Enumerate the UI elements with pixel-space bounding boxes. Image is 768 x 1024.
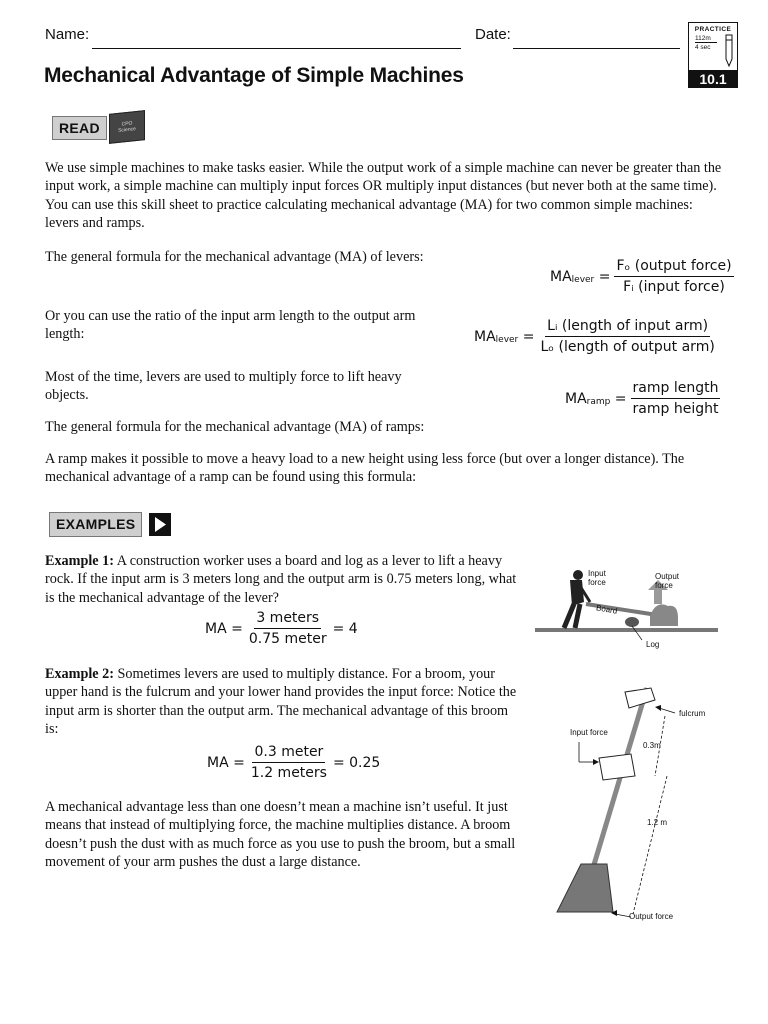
- read-label: READ: [52, 116, 107, 140]
- example1-label: Example 1:: [45, 553, 114, 569]
- pencil-icon: [724, 33, 734, 67]
- ratio-text: Or you can use the ratio of the input arm length to the output arm length:: [45, 308, 416, 343]
- play-arrow-icon: [149, 513, 171, 536]
- formula1-numerator: Fₒ (output force): [614, 258, 733, 277]
- example1-formula: [205, 610, 358, 647]
- date-field-line[interactable]: [513, 48, 680, 49]
- most-text: Most of the time, levers are used to multiply force to lift heavy objects.: [45, 369, 402, 404]
- date-label: Date:: [475, 26, 511, 43]
- levers-formula-text: The general formula for the mechanical advantage (MA) of levers:: [45, 249, 424, 265]
- lever-input-force-label: Input force: [588, 569, 606, 587]
- practice-box: [688, 22, 738, 72]
- practice-l1: 112m: [695, 35, 717, 43]
- formula2-denominator: Lₒ (length of output arm): [540, 339, 715, 355]
- broom-figure: [555, 680, 715, 925]
- example1-denominator: 0.75 meter: [248, 631, 327, 647]
- conclusion-paragraph: A mechanical advantage less than one doesn’t mean a machine isn’t useful. It just means that instead of multiplying force, the machine multiplies distance. A broom doesn’t push the dust with as much force as you use to push the broom, but a small movement of your arm pushes the dust a large distance.: [45, 799, 516, 871]
- formula-ma-lever-length: [474, 318, 717, 355]
- intro-paragraph: We use simple machines to make tasks easier. While the output work of a simple machine can never be greater than the input work, a simple machine can multiply input forces OR multiply input distances (but never both at the same time). You can use this skill sheet to practice calculating mechanical advantage (MA) for two common simple machines: levers and ramps.: [45, 160, 722, 232]
- example2-result: = 0.25: [332, 754, 381, 771]
- examples-label: EXAMPLES: [49, 512, 142, 537]
- example1-result: = 4: [332, 620, 358, 637]
- formula2-numerator: Lᵢ (length of input arm): [545, 318, 710, 337]
- book-text-1: CPO: [121, 120, 133, 128]
- lever-output-force-label: Output force: [655, 572, 680, 590]
- lever-illustration: [530, 560, 720, 660]
- formula3-numerator: ramp length: [631, 380, 721, 399]
- formula3-denominator: ramp height: [632, 401, 719, 417]
- example1-numerator: 3 meters: [254, 610, 321, 629]
- formula-ma-lever-force: [550, 258, 734, 295]
- formula-ma-ramp: [565, 380, 720, 417]
- example2-numerator: 0.3 meter: [252, 744, 325, 763]
- example1-lhs: MA =: [205, 620, 243, 637]
- ramp-paragraph: A ramp makes it possible to move a heavy load to a new height using less force (but over a longer distance). The mechanical advantage of a ramp can be found using this formula:: [45, 451, 685, 486]
- formula1-denominator: Fᵢ (input force): [623, 279, 725, 295]
- example2-denominator: 1.2 meters: [250, 765, 327, 781]
- lever-figure: [530, 560, 720, 660]
- book-icon: [109, 110, 145, 144]
- read-badge: [52, 112, 152, 142]
- example1-paragraph: [45, 552, 523, 607]
- example2-paragraph: [45, 665, 525, 739]
- practice-badge: [688, 22, 738, 88]
- name-field-line[interactable]: [92, 48, 461, 49]
- page-title: Mechanical Advantage of Simple Machines: [44, 64, 464, 87]
- formula3-lhs: MAramp =: [565, 390, 627, 407]
- practice-number: 10.1: [688, 70, 738, 88]
- formula2-lhs: MAlever =: [474, 328, 535, 345]
- broom-input-force-label: Input force: [570, 728, 608, 737]
- lever-log-label: Log: [646, 640, 660, 649]
- name-label: Name:: [45, 26, 90, 43]
- example2-text: Sometimes levers are used to multiply distance. For a broom, your upper hand is the fulcrum and your lower hand provides the input force: Notice the input arm is shorter than the output arm. The mechanical advantage of this broom is:: [45, 666, 517, 738]
- example1-text: A construction worker uses a board and log as a lever to lift a heavy rock. If the input arm is 3 meters long and the output arm is 0.75 meters long, what is the mechanical advantage of the lever?: [45, 553, 517, 606]
- ramps-formula-text: The general formula for the mechanical advantage (MA) of ramps:: [45, 419, 425, 435]
- broom-fulcrum-label: fulcrum: [679, 709, 706, 718]
- practice-label: PRACTICE: [694, 26, 732, 33]
- example2-lhs: MA =: [207, 754, 245, 771]
- broom-output-force-label: Output force: [629, 912, 674, 921]
- broom-short-arm-label: 0.3m: [643, 741, 661, 750]
- practice-l2: 4 sec: [695, 44, 711, 51]
- book-text-2: Science: [118, 126, 136, 134]
- lever-board-label: Board: [595, 603, 618, 616]
- example2-formula: [207, 744, 380, 781]
- example2-label: Example 2:: [45, 666, 114, 682]
- broom-long-arm-label: 1.2 m: [647, 818, 668, 827]
- formula1-lhs: MAlever =: [550, 268, 611, 285]
